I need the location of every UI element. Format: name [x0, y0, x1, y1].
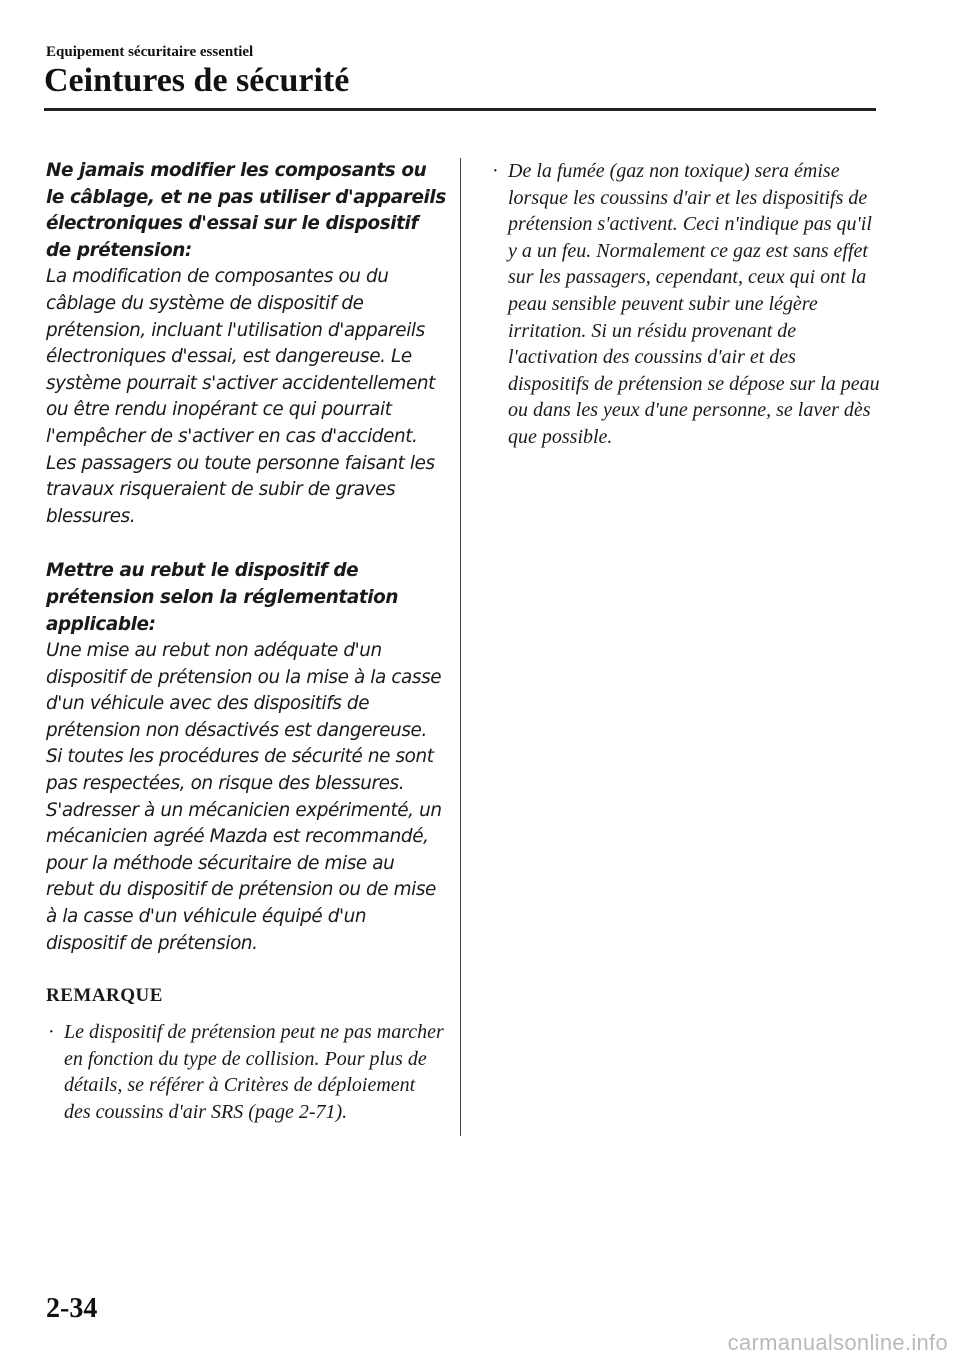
right-column: [490, 158, 880, 451]
note-bullet-text: Le dispositif de prétension peut ne pas marcher en fonction du type de collision. Pour plus de détails, se référer à Critères de déploiement des coussins d'air SRS (page 2-71).: [64, 1021, 444, 1123]
section-label: Equipement sécuritaire essentiel: [46, 44, 254, 60]
note-label: REMARQUE: [46, 985, 163, 1007]
page-title: Ceintures de sécurité: [44, 62, 350, 99]
warning-body: Une mise au rebut non adéquate d'un dispositif de prétension ou la mise à la casse d'un véhicule avec des dispositifs de prétension non désactivés est dangereuse. Si toutes les procédures de sécurité ne sont pas respectées, on risque des blessures. S'adresser à un mécanicien expérimenté, un mécanicien agréé Mazda est recommandé, pour la méthode sécuritaire de mise au rebut du dispositif de prétension ou de mise à la casse d'un véhicule équipé d'un dispositif de prétension.: [46, 640, 442, 954]
warning-body: La modification de composantes ou du câblage du système de dispositif de prétension, incluant l'utilisation d'appareils électroniques d'essai, est dangereuse. Le système pourrait s'activer accidentellement ou être rendu inopérant ce qui pourrait l'empêcher de s'activer en cas d'accident. Les passagers ou toute personne faisant les travaux risqueraient de subir de graves blessures.: [46, 266, 435, 527]
warning-heading: Ne jamais modifier les composants ou le câblage, et ne pas utiliser d'appareils électroniques d'essai sur le dispositif de prétension:: [46, 160, 446, 261]
note-bullet: [46, 1019, 446, 1125]
watermark: carmanualsonline.info: [727, 1330, 948, 1355]
left-column: [46, 158, 446, 1126]
warning-modification: [46, 158, 446, 530]
title-rule: [44, 108, 876, 111]
note-bullet: [490, 158, 880, 451]
warning-heading: Mettre au rebut le dispositif de prétension selon la réglementation applicable:: [46, 560, 399, 635]
page-number: 2-34: [46, 1293, 98, 1324]
warning-disposal: [46, 558, 446, 957]
note-bullet-text: De la fumée (gaz non toxique) sera émise lorsque les coussins d'air et les dispositifs de prétension s'activent. Ceci n'indique pas qu'il y a un feu. Normalement ce gaz est sans effet sur les passagers, cependant, ceux qui ont la peau sensible peuvent subir une légère irritation. Si un résidu provenant de l'activation des coussins d'air et des dispositifs de prétension se dépose sur la peau ou dans les yeux d'une personne, se laver dès que possible.: [508, 160, 880, 448]
bullet-dot-icon: ·: [48, 1021, 55, 1044]
column-divider: [460, 158, 461, 1136]
bullet-dot-icon: ·: [492, 160, 499, 182]
